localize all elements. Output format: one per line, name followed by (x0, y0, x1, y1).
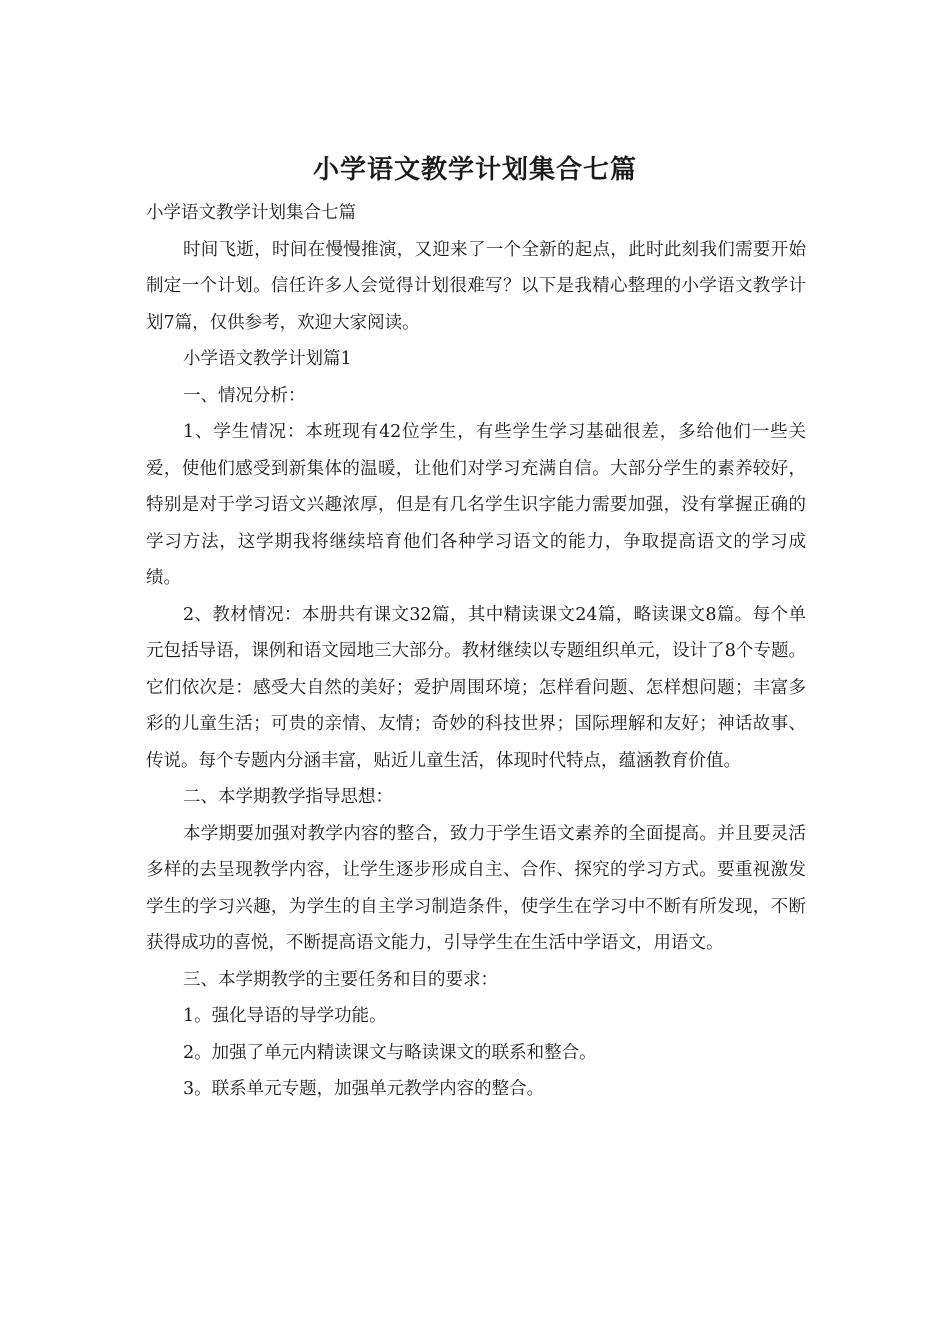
list-item-task-2: 2。加强了单元内精读课文与略读课文的联系和整合。 (183, 1042, 597, 1063)
paragraph-textbook: 2、教材情况：本册共有课文32篇，其中精读课文24篇，略读课文8篇。每个单元包括导语，课例和语文园地三大部分。教材继续以专题组织单元，设计了8个专题。它们依次是：感受大自然的美好；爱护周围环境；怎样看问题、怎样想问题；丰富多彩的儿童生活；可贵的亲情、友情；奇妙的科技世界；国际理解和友好；神话故事、传说。每个专题内分涵丰富，贴近儿童生活，体现时代特点，蕴涵教育价值。 (146, 604, 806, 771)
section-heading-plan-1: 小学语文教学计划篇1 (183, 349, 352, 369)
document-body (146, 195, 806, 1108)
paragraph-students: 1、学生情况：本班现有42位学生，有些学生学习基础很差，多给他们一些关爱，使他们感受到新集体的温暖，让他们对学习充满自信。大部分学生的素养较好，特别是对于学习语文兴趣浓厚，但是有几名学生识字能力需要加强，没有掌握正确的学习方法，这学期我将继续培育他们各种学习语文的能力，争取提高语文的学习成绩。 (146, 422, 806, 588)
section-heading-situation: 一、情况分析： (183, 385, 306, 406)
section-heading-tasks: 三、本学期教学的主要任务和目的要求： (183, 969, 498, 990)
document-subtitle: 小学语文教学计划集合七篇 (146, 203, 356, 223)
section-heading-guideline: 二、本学期教学指导思想： (183, 787, 393, 807)
paragraph-intro: 时间飞逝，时间在慢慢推演，又迎来了一个全新的起点，此时此刻我们需要开始制定一个计划。信任许多人会觉得计划很难写？以下是我精心整理的小学语文教学计划7篇，仅供参考，欢迎大家阅读。 (146, 239, 806, 333)
list-item-task-3: 3。联系单元专题，加强单元教学内容的整合。 (183, 1079, 545, 1099)
paragraph-guideline: 本学期要加强对教学内容的整合，致力于学生语文素养的全面提高。并且要灵活多样的去呈现教学内容，让学生逐步形成自主、合作、探究的学习方式。要重视激发学生的学习兴趣，为学生的自主学习制造条件，使学生在学习中不断有所发现，不断获得成功的喜悦，不断提高语文能力，引导学生在生活中学语文，用语文。 (146, 823, 806, 953)
list-item-task-1: 1。强化导语的导学功能。 (183, 1006, 387, 1026)
document-title: 小学语文教学计划集合七篇 (312, 155, 637, 185)
